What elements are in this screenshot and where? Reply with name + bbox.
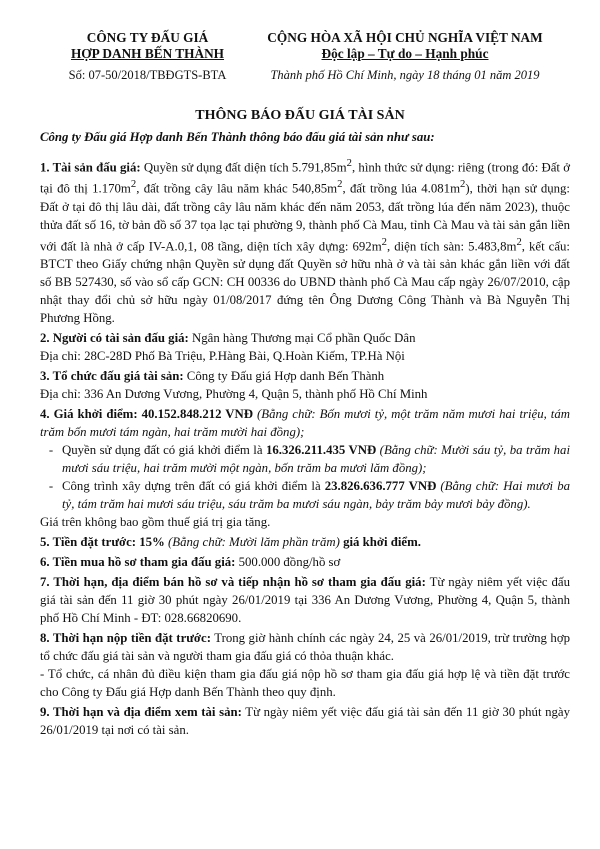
- section-starting-price: 4. Giá khởi điểm: 40.152.848.212 VNĐ (Bằng chữ: Bốn mươi tỷ, một trăm năm mươi hai triệu, tám trăm bốn mươi tám ngàn, hai trăm mười hai đồng);: [40, 406, 571, 439]
- section-label: 2. Người có tài sản đấu giá:: [40, 330, 189, 345]
- document-number: Số: 07-50/2018/TBĐGTS-BTA: [68, 68, 227, 82]
- section-asset-owner: 2. Người có tài sản đấu giá: Ngân hàng Thương mại Cổ phần Quốc Dân: [40, 330, 416, 345]
- price-item-building: - Công trình xây dựng trên đất có giá khởi điểm là 23.826.636.777 VNĐ (Bằng chữ: Hai mươi ba tỷ, tám trăm hai mươi sáu triệu, sáu trăm ba mươi sáu ngàn, bảy trăm bảy mươi bảy đồng).: [48, 478, 570, 511]
- org-address: Địa chỉ: 336 An Dương Vương, Phường 4, Quận 5, thành phố Hồ Chí Minh: [40, 386, 428, 401]
- nation-name: CỘNG HÒA XÃ HỘI CHỦ NGHĨA VIỆT NAM: [267, 30, 543, 45]
- section-label: 3. Tổ chức đấu giá tài sản:: [40, 368, 184, 383]
- section-deposit: 5. Tiền đặt trước: 15% (Bằng chữ: Mười lăm phần trăm) giá khởi điểm.: [40, 534, 421, 549]
- section-label: 9. Thời hạn và địa điểm xem tài sản:: [40, 704, 242, 719]
- section-label: 1. Tài sản đấu giá:: [40, 160, 141, 175]
- company-header: [40, 30, 255, 83]
- section-viewing: 9. Thời hạn và địa điểm xem tài sản: Từ ngày niêm yết việc đấu giá tài sản đến 11 giờ 30 phút ngày 26/01/2019 tại nơi có tài sản.: [40, 704, 570, 737]
- owner-address: Địa chỉ: 28C-28D Phố Bà Triệu, P.Hàng Bài, Q.Hoàn Kiếm, TP.Hà Nội: [40, 348, 405, 363]
- nation-header: [240, 30, 570, 83]
- tax-note: Giá trên không bao gồm thuế giá trị gia tăng.: [40, 514, 271, 529]
- section-deposit-deadline: 8. Thời hạn nộp tiền đặt trước: Trong giờ hành chính các ngày 24, 25 và 26/01/2019, trừ trường hợp tổ chức đấu giá tài sản và người tham gia đấu giá có thỏa thuận khác.: [40, 630, 570, 663]
- section-label: 8. Thời hạn nộp tiền đặt trước:: [40, 630, 211, 645]
- section-label: 5. Tiền đặt trước: 15%: [40, 534, 165, 549]
- section-asset: 1. Tài sản đấu giá: Quyền sử dụng đất diện tích $5.791,85m^2$, hình thức sử dụng: riêng (trong đó: Đất ở tại đô thị $1.170m^2$, đất trồng cây lâu năm khác $540,85m^2$, đất trồng lúa $4.081m^2$), thời hạn sử dụng: Đất ở tại đô thị lâu dài, đất trồng cây lâu năm khác đến năm 2053, đất trồng lúa đến năm 2023), thuộc thửa đất số 16, tờ bản đồ số 37 tọa lạc tại phường 9, thành phố Cà Mau, tỉnh Cà Mau và tài sản gắn liền với đất là nhà ở cấp IV-A.0,1, 08 tầng, diện tích xây dựng: $692m^2$, diện tích sàn: $5.483,8m^2$, kết cấu: BTCT theo Giấy chứng nhận Quyền sử dụng đất Quyền sở hữu nhà ở và tài sản khác gắn liền với đất số BB 527430, số vào sổ cấp GCN: CH 00336 do UBND thành phố Cà Mau cấp ngày 26/07/2010, cập nhật thay đổi chủ sở hữu ngày 01/08/2017 đứng tên Ông Dương Công Thành và Bà Nguyễn Thị Phương Hồng.: [40, 158, 571, 325]
- document-date: Thành phố Hồ Chí Minh, ngày 18 tháng 01 năm 2019: [270, 68, 540, 82]
- section-dossier-fee: 6. Tiền mua hồ sơ tham gia đấu giá: 500.000 đồng/hồ sơ: [40, 554, 341, 569]
- deposit-note: - Tổ chức, cá nhân đủ điều kiện tham gia đấu giá nộp hồ sơ tham gia đấu giá hợp lệ và tiền đặt trước cho Công ty Đấu giá Hợp danh Bến Thành theo quy định.: [40, 666, 570, 699]
- section-label: 7. Thời hạn, địa điểm bán hồ sơ và tiếp nhận hồ sơ tham gia đấu giá:: [40, 574, 426, 589]
- company-name-line2: HỢP DANH BẾN THÀNH: [70, 46, 225, 61]
- section-label: 4. Giá khởi điểm: 40.152.848.212 VNĐ: [40, 406, 254, 421]
- page-title: THÔNG BÁO ĐẤU GIÁ TÀI SẢN: [195, 108, 405, 123]
- notice-body: [40, 155, 570, 739]
- page-subtitle: Công ty Đấu giá Hợp danh Bến Thành thông báo đấu giá tài sản như sau:: [40, 130, 435, 144]
- section-label: 6. Tiền mua hồ sơ tham gia đấu giá:: [40, 554, 236, 569]
- price-item-land: - Quyền sử dụng đất có giá khởi điểm là 16.326.211.435 VNĐ (Bằng chữ: Mười sáu tỷ, ba trăm hai mươi sáu triệu, hai trăm mười một ngàn, bốn trăm ba mươi lăm đồng);: [48, 442, 571, 475]
- section-auction-org: 3. Tổ chức đấu giá tài sản: Công ty Đấu giá Hợp danh Bến Thành: [40, 368, 385, 383]
- section-dossier-schedule: 7. Thời hạn, địa điểm bán hồ sơ và tiếp nhận hồ sơ tham gia đấu giá: Từ ngày niêm yết việc đấu giá tài sản đến 11 giờ 30 phút ngày 26/01/2019 tại 336 An Dương Vương, Phường 4, Quận 5, thành phố Hồ Chí Minh - ĐT: 028.66820690.: [40, 574, 570, 625]
- company-name-line1: CÔNG TY ĐẤU GIÁ: [86, 30, 209, 45]
- nation-motto: Độc lập – Tự do – Hạnh phúc: [321, 46, 489, 61]
